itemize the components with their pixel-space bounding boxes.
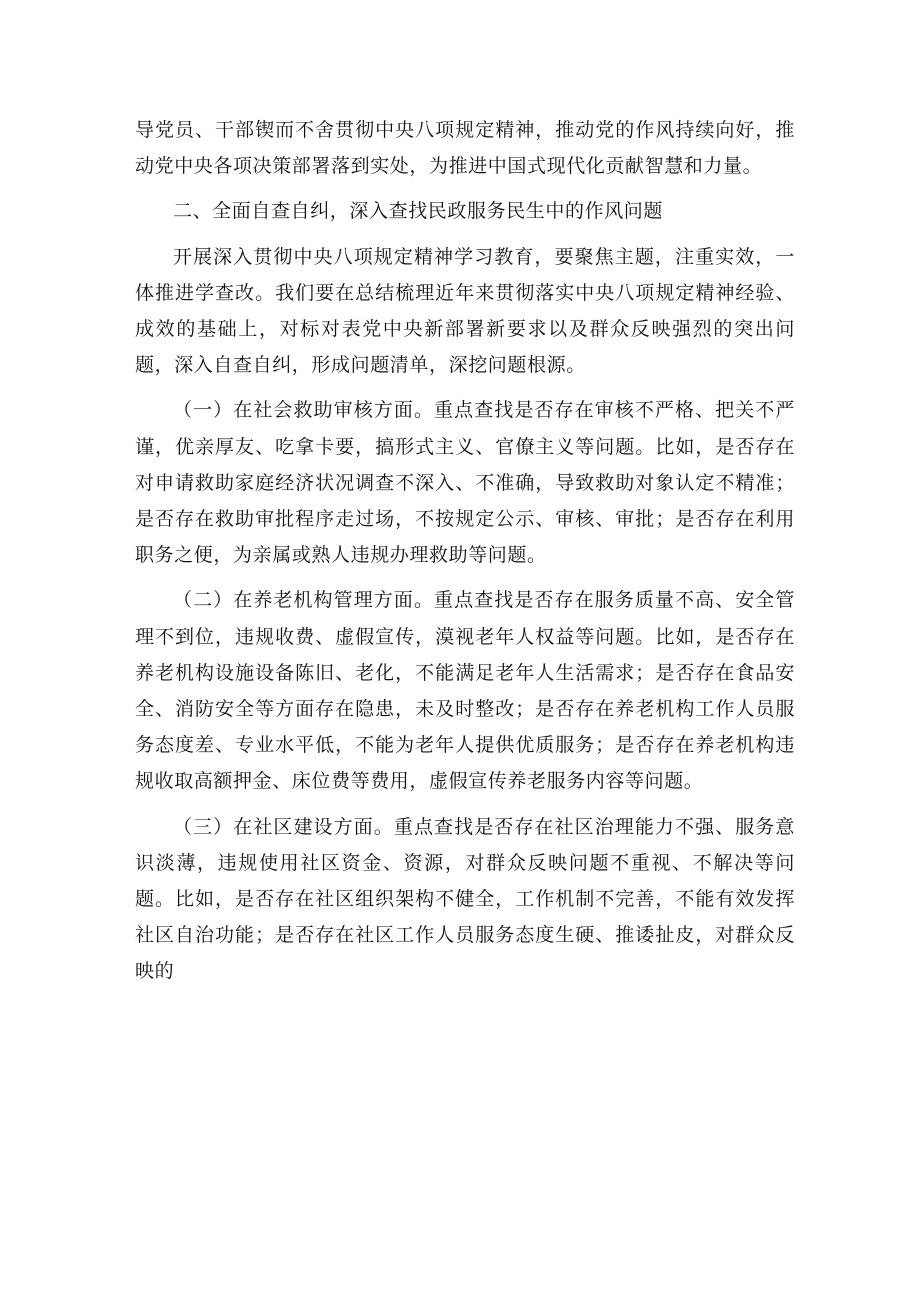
section-heading: 二、全面自查自纠，深入查找民政服务民生中的作风问题 bbox=[173, 200, 664, 223]
paragraph-social-assistance: （一）在社会救助审核方面。重点查找是否存在审核不严格、把关不严谨，优亲厚友、吃拿卡要，搞形式主义、官僚主义等问题。比如，是否存在对申请救助家庭经济状况调查不深入、不准确，导致救助对象认定不精准；是否存在救助审批程序走过场，不按规定公示、审核、审批；是否存在利用职务之便，为亲属或熟人违规办理救助等问题。 bbox=[135, 399, 795, 567]
paragraph-continuation: 导党员、干部锲而不舍贯彻中央八项规定精神，推动党的作风持续向好，推动党中央各项决策部署落到实处，为推进中国式现代化贡献智慧和力量。 bbox=[135, 119, 795, 178]
document-body bbox=[135, 112, 795, 990]
paragraph-community: （三）在社区建设方面。重点查找是否存在社区治理能力不强、服务意识淡薄，违规使用社区资金、资源，对群众反映问题不重视、不解决等问题。比如，是否存在社区组织架构不健全，工作机制不完善，不能有效发挥社区自治功能；是否存在社区工作人员服务态度生硬、推诿扯皮，对群众反映的 bbox=[135, 815, 795, 983]
paragraph-elderly-care: （二）在养老机构管理方面。重点查找是否存在服务质量不高、安全管理不到位，违规收费、虚假宣传，漠视老年人权益等问题。比如，是否存在养老机构设施设备陈旧、老化，不能满足老年人生活需求；是否存在食品安全、消防安全等方面存在隐患，未及时整改；是否存在养老机构工作人员服务态度差、专业水平低，不能为老年人提供优质服务；是否存在养老机构违规收取高额押金、床位费等费用，虚假宣传养老服务内容等问题。 bbox=[135, 589, 795, 793]
paragraph-intro: 开展深入贯彻中央八项规定精神学习教育，要聚焦主题，注重实效，一体推进学查改。我们要在总结梳理近年来贯彻落实中央八项规定精神经验、成效的基础上，对标对表党中央新部署新要求以及群众反映强烈的突出问题，深入自查自纠，形成问题清单，深挖问题根源。 bbox=[135, 245, 795, 377]
